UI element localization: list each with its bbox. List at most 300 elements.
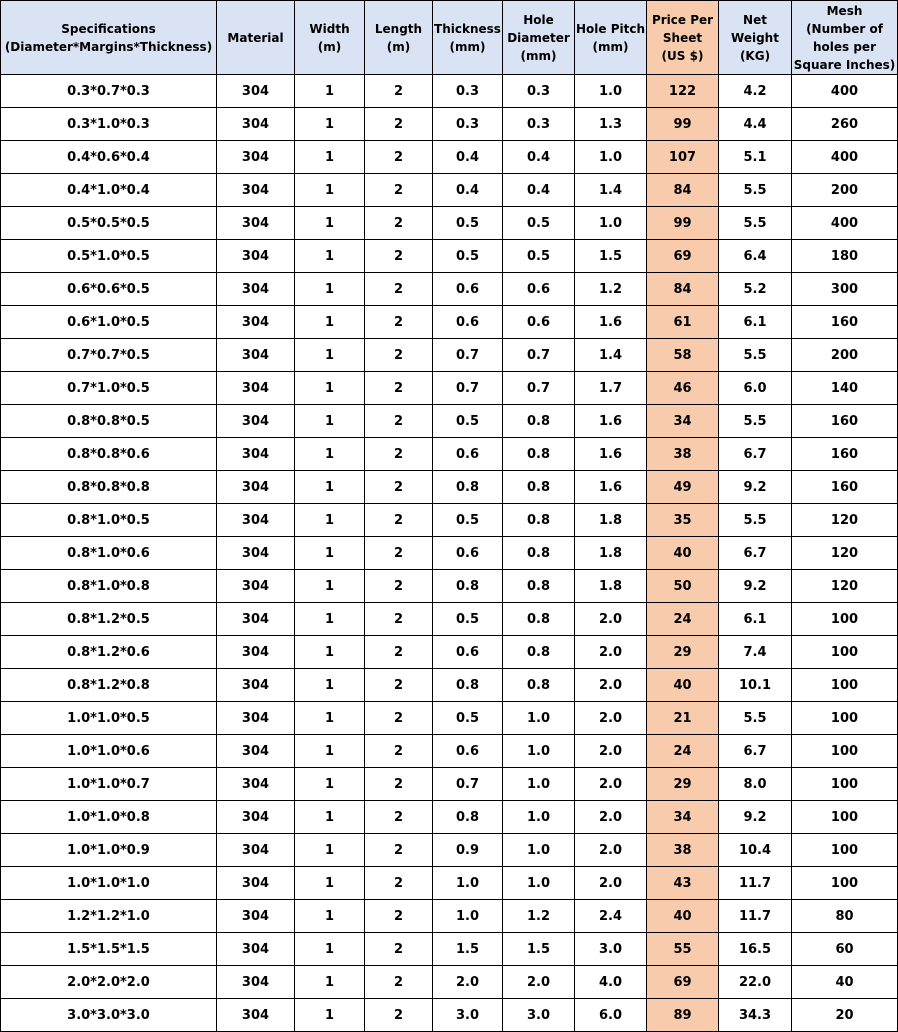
hole-pitch-cell: 3.0 (575, 933, 647, 966)
table-row (1, 537, 898, 570)
thickness-cell: 0.6 (433, 537, 503, 570)
price-cell: 69 (647, 966, 719, 999)
mesh-cell: 20 (792, 999, 898, 1032)
net-weight-cell: 6.0 (719, 372, 792, 405)
spec-cell: 0.3*1.0*0.3 (1, 108, 217, 141)
width-cell: 1 (295, 966, 365, 999)
table-row (1, 768, 898, 801)
net-weight-cell: 4.2 (719, 75, 792, 108)
table-row (1, 174, 898, 207)
thickness-cell: 0.5 (433, 405, 503, 438)
net-weight-cell: 5.5 (719, 504, 792, 537)
mesh-cell: 100 (792, 735, 898, 768)
thickness-cell: 2.0 (433, 966, 503, 999)
table-row (1, 306, 898, 339)
hole-pitch-cell: 1.6 (575, 405, 647, 438)
material-cell: 304 (217, 603, 295, 636)
net-weight-cell: 7.4 (719, 636, 792, 669)
mesh-cell: 100 (792, 702, 898, 735)
mesh-cell: 80 (792, 900, 898, 933)
price-cell: 40 (647, 537, 719, 570)
length-cell: 2 (365, 273, 433, 306)
table-row (1, 603, 898, 636)
length-cell: 2 (365, 537, 433, 570)
material-cell: 304 (217, 273, 295, 306)
price-cell: 21 (647, 702, 719, 735)
price-cell: 58 (647, 339, 719, 372)
thickness-cell: 1.0 (433, 900, 503, 933)
hole-pitch-cell: 1.0 (575, 141, 647, 174)
hole-diameter-cell: 1.0 (503, 801, 575, 834)
length-cell: 2 (365, 108, 433, 141)
length-cell: 2 (365, 339, 433, 372)
length-cell: 2 (365, 702, 433, 735)
width-cell: 1 (295, 75, 365, 108)
spec-cell: 0.7*0.7*0.5 (1, 339, 217, 372)
header-row (1, 1, 898, 75)
header-material: Material (217, 1, 295, 75)
hole-pitch-cell: 2.0 (575, 603, 647, 636)
mesh-cell: 120 (792, 537, 898, 570)
length-cell: 2 (365, 306, 433, 339)
mesh-cell: 100 (792, 867, 898, 900)
mesh-cell: 120 (792, 570, 898, 603)
table-row (1, 735, 898, 768)
spec-cell: 0.8*0.8*0.6 (1, 438, 217, 471)
material-cell: 304 (217, 207, 295, 240)
hole-diameter-cell: 1.0 (503, 834, 575, 867)
width-cell: 1 (295, 636, 365, 669)
spec-cell: 0.8*1.2*0.5 (1, 603, 217, 636)
material-cell: 304 (217, 108, 295, 141)
length-cell: 2 (365, 801, 433, 834)
width-cell: 1 (295, 603, 365, 636)
spec-cell: 0.5*0.5*0.5 (1, 207, 217, 240)
net-weight-cell: 5.5 (719, 339, 792, 372)
thickness-cell: 0.6 (433, 735, 503, 768)
mesh-cell: 400 (792, 141, 898, 174)
mesh-cell: 300 (792, 273, 898, 306)
mesh-cell: 60 (792, 933, 898, 966)
hole-diameter-cell: 3.0 (503, 999, 575, 1032)
hole-pitch-cell: 1.0 (575, 75, 647, 108)
length-cell: 2 (365, 966, 433, 999)
hole-diameter-cell: 0.5 (503, 240, 575, 273)
material-cell: 304 (217, 702, 295, 735)
thickness-cell: 0.6 (433, 438, 503, 471)
thickness-cell: 0.5 (433, 504, 503, 537)
table-row (1, 834, 898, 867)
width-cell: 1 (295, 834, 365, 867)
price-cell: 38 (647, 834, 719, 867)
width-cell: 1 (295, 372, 365, 405)
spec-cell: 0.5*1.0*0.5 (1, 240, 217, 273)
price-cell: 24 (647, 735, 719, 768)
header-length: Length (m) (365, 1, 433, 75)
price-cell: 34 (647, 801, 719, 834)
thickness-cell: 0.8 (433, 570, 503, 603)
length-cell: 2 (365, 834, 433, 867)
material-cell: 304 (217, 735, 295, 768)
hole-pitch-cell: 1.6 (575, 471, 647, 504)
width-cell: 1 (295, 933, 365, 966)
thickness-cell: 0.5 (433, 240, 503, 273)
length-cell: 2 (365, 669, 433, 702)
header-thickness: Thickness (mm) (433, 1, 503, 75)
width-cell: 1 (295, 207, 365, 240)
price-cell: 84 (647, 174, 719, 207)
material-cell: 304 (217, 867, 295, 900)
net-weight-cell: 5.5 (719, 405, 792, 438)
hole-diameter-cell: 2.0 (503, 966, 575, 999)
length-cell: 2 (365, 735, 433, 768)
table-row (1, 669, 898, 702)
table-row (1, 240, 898, 273)
header-net-weight: Net Weight (KG) (719, 1, 792, 75)
material-cell: 304 (217, 372, 295, 405)
hole-diameter-cell: 0.8 (503, 405, 575, 438)
table-row (1, 438, 898, 471)
spec-cell: 0.3*0.7*0.3 (1, 75, 217, 108)
hole-pitch-cell: 2.0 (575, 735, 647, 768)
price-cell: 43 (647, 867, 719, 900)
mesh-cell: 100 (792, 801, 898, 834)
hole-pitch-cell: 2.0 (575, 669, 647, 702)
price-cell: 50 (647, 570, 719, 603)
net-weight-cell: 6.7 (719, 537, 792, 570)
price-cell: 38 (647, 438, 719, 471)
thickness-cell: 0.7 (433, 768, 503, 801)
width-cell: 1 (295, 306, 365, 339)
table-row (1, 900, 898, 933)
table-row (1, 273, 898, 306)
hole-diameter-cell: 0.8 (503, 438, 575, 471)
hole-diameter-cell: 0.8 (503, 570, 575, 603)
hole-diameter-cell: 1.0 (503, 702, 575, 735)
table-row (1, 207, 898, 240)
hole-pitch-cell: 1.4 (575, 174, 647, 207)
table-row (1, 999, 898, 1032)
net-weight-cell: 9.2 (719, 570, 792, 603)
table-row (1, 504, 898, 537)
hole-pitch-cell: 2.0 (575, 636, 647, 669)
length-cell: 2 (365, 768, 433, 801)
price-cell: 24 (647, 603, 719, 636)
material-cell: 304 (217, 75, 295, 108)
thickness-cell: 0.8 (433, 801, 503, 834)
price-cell: 40 (647, 900, 719, 933)
width-cell: 1 (295, 669, 365, 702)
mesh-cell: 40 (792, 966, 898, 999)
price-cell: 61 (647, 306, 719, 339)
hole-diameter-cell: 0.3 (503, 108, 575, 141)
width-cell: 1 (295, 405, 365, 438)
width-cell: 1 (295, 735, 365, 768)
thickness-cell: 0.6 (433, 306, 503, 339)
table-body (1, 75, 898, 1032)
mesh-cell: 180 (792, 240, 898, 273)
spec-cell: 0.6*1.0*0.5 (1, 306, 217, 339)
hole-diameter-cell: 1.0 (503, 768, 575, 801)
net-weight-cell: 5.1 (719, 141, 792, 174)
length-cell: 2 (365, 999, 433, 1032)
price-cell: 34 (647, 405, 719, 438)
material-cell: 304 (217, 834, 295, 867)
material-cell: 304 (217, 438, 295, 471)
spec-cell: 0.4*1.0*0.4 (1, 174, 217, 207)
length-cell: 2 (365, 438, 433, 471)
mesh-cell: 120 (792, 504, 898, 537)
hole-pitch-cell: 6.0 (575, 999, 647, 1032)
net-weight-cell: 6.7 (719, 438, 792, 471)
thickness-cell: 0.9 (433, 834, 503, 867)
mesh-cell: 200 (792, 174, 898, 207)
spec-cell: 1.0*1.0*0.6 (1, 735, 217, 768)
table-row (1, 141, 898, 174)
material-cell: 304 (217, 504, 295, 537)
net-weight-cell: 22.0 (719, 966, 792, 999)
price-cell: 99 (647, 108, 719, 141)
width-cell: 1 (295, 801, 365, 834)
net-weight-cell: 4.4 (719, 108, 792, 141)
net-weight-cell: 6.1 (719, 306, 792, 339)
price-cell: 84 (647, 273, 719, 306)
thickness-cell: 0.5 (433, 207, 503, 240)
mesh-cell: 260 (792, 108, 898, 141)
header-specifications: Specifications (Diameter*Margins*Thickness) (1, 1, 217, 75)
length-cell: 2 (365, 141, 433, 174)
material-cell: 304 (217, 471, 295, 504)
net-weight-cell: 11.7 (719, 867, 792, 900)
hole-pitch-cell: 2.0 (575, 867, 647, 900)
width-cell: 1 (295, 273, 365, 306)
width-cell: 1 (295, 900, 365, 933)
mesh-cell: 140 (792, 372, 898, 405)
hole-pitch-cell: 4.0 (575, 966, 647, 999)
material-cell: 304 (217, 966, 295, 999)
spec-cell: 2.0*2.0*2.0 (1, 966, 217, 999)
hole-pitch-cell: 2.0 (575, 768, 647, 801)
hole-diameter-cell: 0.5 (503, 207, 575, 240)
width-cell: 1 (295, 339, 365, 372)
mesh-cell: 160 (792, 405, 898, 438)
header-mesh: Mesh (Number of holes per Square Inches) (792, 1, 898, 75)
spec-cell: 1.0*1.0*0.8 (1, 801, 217, 834)
table-row (1, 75, 898, 108)
material-cell: 304 (217, 801, 295, 834)
table-row (1, 372, 898, 405)
spec-cell: 0.8*1.0*0.8 (1, 570, 217, 603)
table-row (1, 471, 898, 504)
material-cell: 304 (217, 669, 295, 702)
width-cell: 1 (295, 702, 365, 735)
width-cell: 1 (295, 438, 365, 471)
width-cell: 1 (295, 240, 365, 273)
width-cell: 1 (295, 108, 365, 141)
table-row (1, 339, 898, 372)
net-weight-cell: 5.5 (719, 174, 792, 207)
net-weight-cell: 9.2 (719, 801, 792, 834)
material-cell: 304 (217, 900, 295, 933)
price-cell: 49 (647, 471, 719, 504)
material-cell: 304 (217, 636, 295, 669)
net-weight-cell: 10.4 (719, 834, 792, 867)
mesh-cell: 200 (792, 339, 898, 372)
hole-pitch-cell: 1.4 (575, 339, 647, 372)
spec-cell: 3.0*3.0*3.0 (1, 999, 217, 1032)
length-cell: 2 (365, 570, 433, 603)
table-row (1, 966, 898, 999)
hole-pitch-cell: 1.7 (575, 372, 647, 405)
hole-diameter-cell: 0.6 (503, 273, 575, 306)
length-cell: 2 (365, 174, 433, 207)
hole-pitch-cell: 2.4 (575, 900, 647, 933)
thickness-cell: 0.5 (433, 702, 503, 735)
hole-pitch-cell: 2.0 (575, 702, 647, 735)
table-row (1, 801, 898, 834)
net-weight-cell: 5.2 (719, 273, 792, 306)
spec-cell: 0.4*0.6*0.4 (1, 141, 217, 174)
hole-diameter-cell: 0.8 (503, 537, 575, 570)
thickness-cell: 1.5 (433, 933, 503, 966)
price-cell: 29 (647, 636, 719, 669)
net-weight-cell: 5.5 (719, 207, 792, 240)
thickness-cell: 1.0 (433, 867, 503, 900)
material-cell: 304 (217, 768, 295, 801)
hole-pitch-cell: 1.0 (575, 207, 647, 240)
length-cell: 2 (365, 636, 433, 669)
spec-cell: 0.8*0.8*0.5 (1, 405, 217, 438)
net-weight-cell: 11.7 (719, 900, 792, 933)
mesh-cell: 160 (792, 471, 898, 504)
hole-diameter-cell: 0.8 (503, 603, 575, 636)
spec-cell: 0.8*1.2*0.6 (1, 636, 217, 669)
price-cell: 46 (647, 372, 719, 405)
length-cell: 2 (365, 75, 433, 108)
mesh-cell: 400 (792, 207, 898, 240)
header-width: Width (m) (295, 1, 365, 75)
material-cell: 304 (217, 141, 295, 174)
net-weight-cell: 6.7 (719, 735, 792, 768)
length-cell: 2 (365, 900, 433, 933)
hole-diameter-cell: 0.8 (503, 471, 575, 504)
width-cell: 1 (295, 141, 365, 174)
table-row (1, 570, 898, 603)
hole-diameter-cell: 0.4 (503, 141, 575, 174)
hole-diameter-cell: 0.8 (503, 669, 575, 702)
thickness-cell: 3.0 (433, 999, 503, 1032)
hole-pitch-cell: 1.2 (575, 273, 647, 306)
mesh-cell: 100 (792, 834, 898, 867)
hole-diameter-cell: 0.7 (503, 372, 575, 405)
material-cell: 304 (217, 405, 295, 438)
thickness-cell: 0.3 (433, 108, 503, 141)
material-cell: 304 (217, 339, 295, 372)
table-row (1, 867, 898, 900)
hole-pitch-cell: 1.6 (575, 306, 647, 339)
hole-pitch-cell: 1.5 (575, 240, 647, 273)
price-cell: 122 (647, 75, 719, 108)
hole-pitch-cell: 2.0 (575, 801, 647, 834)
thickness-cell: 0.8 (433, 471, 503, 504)
hole-pitch-cell: 1.3 (575, 108, 647, 141)
length-cell: 2 (365, 405, 433, 438)
material-cell: 304 (217, 174, 295, 207)
spec-cell: 1.0*1.0*0.9 (1, 834, 217, 867)
price-cell: 107 (647, 141, 719, 174)
hole-diameter-cell: 0.8 (503, 636, 575, 669)
mesh-cell: 100 (792, 768, 898, 801)
width-cell: 1 (295, 570, 365, 603)
mesh-cell: 160 (792, 306, 898, 339)
net-weight-cell: 6.1 (719, 603, 792, 636)
length-cell: 2 (365, 471, 433, 504)
length-cell: 2 (365, 240, 433, 273)
thickness-cell: 0.4 (433, 141, 503, 174)
material-cell: 304 (217, 240, 295, 273)
spec-cell: 1.0*1.0*0.5 (1, 702, 217, 735)
price-cell: 89 (647, 999, 719, 1032)
thickness-cell: 0.8 (433, 669, 503, 702)
net-weight-cell: 8.0 (719, 768, 792, 801)
spec-cell: 0.6*0.6*0.5 (1, 273, 217, 306)
width-cell: 1 (295, 174, 365, 207)
net-weight-cell: 5.5 (719, 702, 792, 735)
price-cell: 40 (647, 669, 719, 702)
length-cell: 2 (365, 933, 433, 966)
hole-pitch-cell: 1.8 (575, 504, 647, 537)
table-row (1, 405, 898, 438)
hole-diameter-cell: 0.3 (503, 75, 575, 108)
material-cell: 304 (217, 999, 295, 1032)
net-weight-cell: 10.1 (719, 669, 792, 702)
price-cell: 99 (647, 207, 719, 240)
thickness-cell: 0.7 (433, 339, 503, 372)
width-cell: 1 (295, 537, 365, 570)
thickness-cell: 0.3 (433, 75, 503, 108)
header-price-per-sheet: Price Per Sheet (US $) (647, 1, 719, 75)
mesh-cell: 400 (792, 75, 898, 108)
hole-diameter-cell: 0.6 (503, 306, 575, 339)
header-hole-pitch: Hole Pitch (mm) (575, 1, 647, 75)
hole-diameter-cell: 1.0 (503, 867, 575, 900)
length-cell: 2 (365, 372, 433, 405)
width-cell: 1 (295, 867, 365, 900)
price-cell: 35 (647, 504, 719, 537)
net-weight-cell: 9.2 (719, 471, 792, 504)
price-cell: 55 (647, 933, 719, 966)
thickness-cell: 0.6 (433, 636, 503, 669)
length-cell: 2 (365, 504, 433, 537)
spec-cell: 1.2*1.2*1.0 (1, 900, 217, 933)
hole-pitch-cell: 1.8 (575, 537, 647, 570)
price-cell: 29 (647, 768, 719, 801)
table-row (1, 636, 898, 669)
mesh-cell: 100 (792, 603, 898, 636)
price-cell: 69 (647, 240, 719, 273)
table-row (1, 702, 898, 735)
spec-cell: 1.0*1.0*1.0 (1, 867, 217, 900)
hole-pitch-cell: 1.8 (575, 570, 647, 603)
spec-cell: 0.8*0.8*0.8 (1, 471, 217, 504)
thickness-cell: 0.6 (433, 273, 503, 306)
table-row (1, 933, 898, 966)
hole-diameter-cell: 0.4 (503, 174, 575, 207)
material-cell: 304 (217, 933, 295, 966)
hole-diameter-cell: 1.5 (503, 933, 575, 966)
hole-diameter-cell: 0.8 (503, 504, 575, 537)
length-cell: 2 (365, 603, 433, 636)
